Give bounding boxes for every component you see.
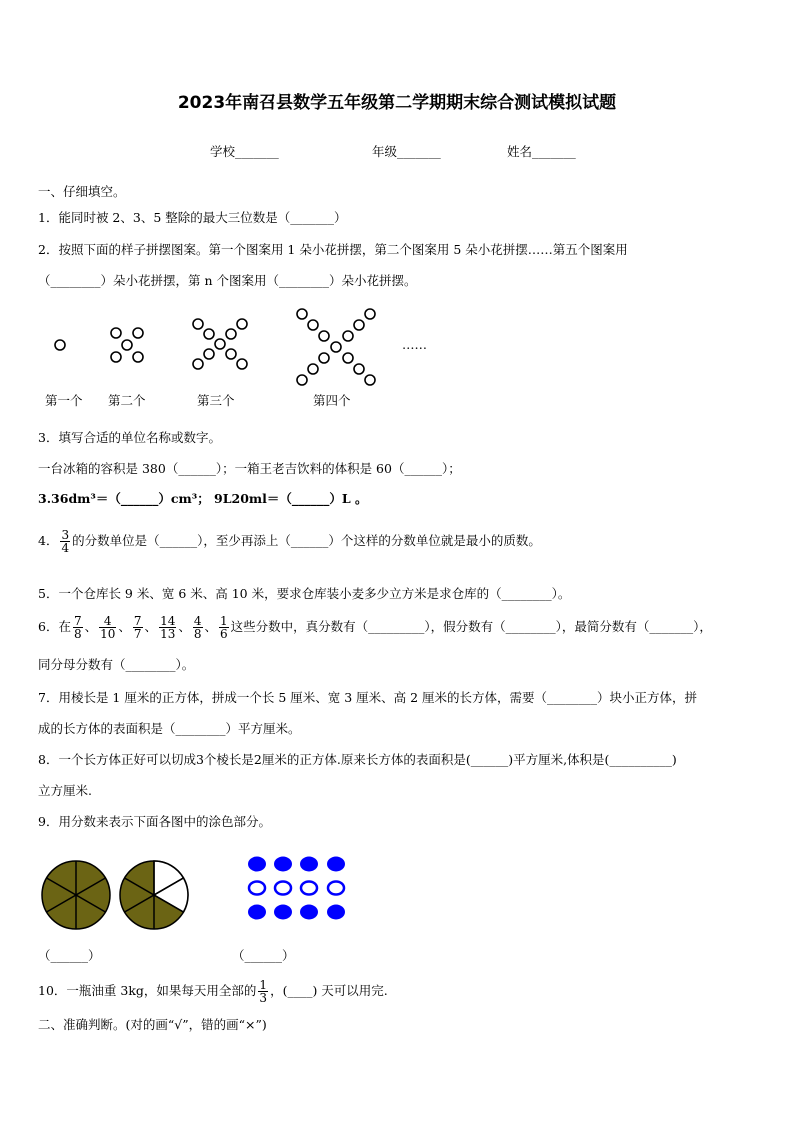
question-8-line-1: 8．一个长方体正好可以切成3个棱长是2厘米的正方体.原来长方体的表面积是(______)平方厘米,体积是(__________) xyxy=(38,752,677,767)
question-3-line-1: 一台冰箱的容积是 380（______）；一箱王老吉饮料的体积是 60（______）； xyxy=(38,461,461,476)
pattern-3 xyxy=(193,319,247,369)
pattern-ellipsis: …… xyxy=(402,337,427,352)
grade-field: 年级_______ xyxy=(372,144,441,159)
question-2-line-1: 2．按照下面的样子拼摆图案。第一个图案用 1 朵小花拼摆，第二个图案用 5 朵小花拼摆……第五个图案用 xyxy=(38,242,628,257)
shaded-circles-figure xyxy=(40,855,200,937)
pattern-4 xyxy=(297,309,375,385)
question-9-blank-1: （______） xyxy=(38,948,101,963)
question-1: 1．能同时被 2、3、5 整除的最大三位数是（_______） xyxy=(38,210,347,225)
school-field: 学校_______ xyxy=(210,144,279,159)
fraction-3-4: $\frac{3}{4}$ xyxy=(61,528,70,555)
question-3-line-2: 3.36dm³＝（______）cm³； 9L20ml＝（______）L 。 xyxy=(38,491,368,506)
caption-1: 第一个 xyxy=(45,393,83,408)
question-4: 4． $\frac{3}{4}$ 的分数单位是（______），至少再添上（______）个这样的分数单位就是最小的质数。 xyxy=(38,528,541,555)
pattern-2 xyxy=(111,328,143,362)
caption-2: 第二个 xyxy=(108,393,146,408)
question-6-line-2: 同分母分数有（________）。 xyxy=(38,657,195,672)
caption-3: 第三个 xyxy=(197,393,235,408)
question-2-line-2: （________）朵小花拼摆，第 n 个图案用（________）朵小花拼摆。 xyxy=(38,273,417,288)
flower-pattern-figure xyxy=(40,300,440,390)
question-7-line-2: 成的长方体的表面积是（________）平方厘米。 xyxy=(38,721,301,736)
question-10: 10．一瓶油重 3kg，如果每天用全部的 $\frac{1}{3}$ ，(____) 天可以用完. xyxy=(38,978,388,1005)
question-6-line-1: 6．在 $\frac{7}{8}$ 、 $\frac{4}{10}$ 、 $\frac{7}{7}$ 、 $\frac{14}{13}$ 、 $\frac{4}{8}$ 、 $\frac{1}{6}$ 这些分数中，真分数有（_________），假分数有（________），最简分数有（_______）， xyxy=(38,614,712,641)
page-title: 2023年南召县数学五年级第二学期期末综合测试模拟试题 xyxy=(177,93,617,113)
question-3-title: 3．填写合适的单位名称或数字。 xyxy=(38,430,221,445)
name-field: 姓名_______ xyxy=(507,144,576,159)
fraction-1-3: $\frac{1}{3}$ xyxy=(259,978,268,1005)
section-1-heading: 一、仔细填空。 xyxy=(38,184,126,199)
question-8-line-2: 立方厘米. xyxy=(38,783,92,798)
caption-4: 第四个 xyxy=(313,393,351,408)
question-9: 9．用分数来表示下面各图中的涂色部分。 xyxy=(38,814,271,829)
question-7-line-1: 7．用棱长是 1 厘米的正方体，拼成一个长 5 厘米、宽 3 厘米、高 2 厘米的长方体，需要（________）块小正方体，拼 xyxy=(38,690,698,705)
question-9-blank-2: （______） xyxy=(232,948,295,963)
blue-ovals-figure xyxy=(244,852,354,924)
question-5: 5．一个仓库长 9 米、宽 6 米、高 10 米，要求仓库装小麦多少立方米是求仓库的（________）。 xyxy=(38,586,571,601)
section-2-heading: 二、准确判断。(对的画“√”，错的画“×”) xyxy=(38,1017,267,1032)
pattern-1 xyxy=(55,340,65,350)
